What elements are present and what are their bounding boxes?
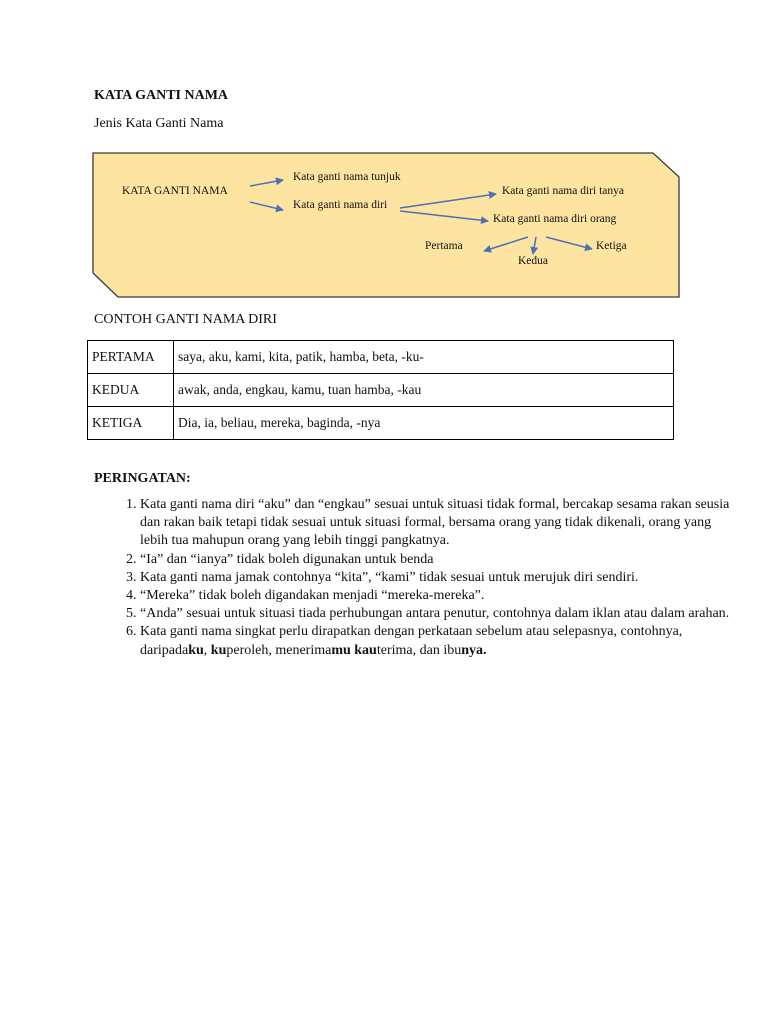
node-tunjuk: Kata ganti nama tunjuk <box>293 171 401 183</box>
note6-text: terima, dan ibu <box>376 642 462 658</box>
note6-text: , <box>203 642 211 658</box>
row-label: PERTAMA <box>88 341 174 374</box>
node-kedua: Kedua <box>518 255 549 267</box>
note6-text: Kata ganti nama singkat perlu dirapatkan dengan perkataan sebelum atau selepasnya, contohnya, daripada <box>140 624 683 658</box>
list-item: 3. Kata ganti nama jamak contohnya “kita”, “kami” tidak sesuai untuk merujuk diri sendiri. <box>140 569 730 587</box>
note6-bold: nya. <box>461 642 487 658</box>
row-value: awak, anda, engkau, kamu, tuan hamba, -kau <box>174 374 674 407</box>
row-label: KETIGA <box>88 407 174 440</box>
table-row <box>88 407 674 440</box>
table-row <box>88 341 674 374</box>
warning-list <box>94 496 730 660</box>
list-item <box>140 623 730 659</box>
row-value: saya, aku, kami, kita, patik, hamba, beta, -ku- <box>174 341 674 374</box>
note6-bold: mu kau <box>331 642 377 658</box>
node-root: KATA GANTI NAMA <box>122 185 228 197</box>
list-item: 4. “Mereka” tidak boleh digandakan menjadi “mereka-mereka”. <box>140 587 730 605</box>
node-orang: Kata ganti nama diri orang <box>493 213 617 225</box>
table-row <box>88 374 674 407</box>
node-pertama: Pertama <box>425 240 463 252</box>
note6-bold: ku <box>210 642 227 658</box>
section-title: CONTOH GANTI NAMA DIRI <box>94 312 277 327</box>
node-ketiga: Ketiga <box>596 240 627 252</box>
node-diri: Kata ganti nama diri <box>293 199 388 211</box>
list-item: 2. “Ia” dan “ianya” tidak boleh digunakan untuk benda <box>140 551 730 569</box>
pronoun-table <box>87 340 674 440</box>
note6-text: peroleh, menerima <box>226 642 332 658</box>
row-label: KEDUA <box>88 374 174 407</box>
list-item: 5. “Anda” sesuai untuk situasi tiada perhubungan antara penutur, contohnya dalam iklan atau dalam arahan. <box>140 605 730 623</box>
note6-bold: ku <box>188 642 204 658</box>
warning-title: PERINGATAN: <box>94 471 191 486</box>
pronoun-diagram <box>90 150 680 300</box>
node-tanya: Kata ganti nama diri tanya <box>502 185 624 197</box>
page-title: KATA GANTI NAMA <box>94 88 229 103</box>
row-value: Dia, ia, beliau, mereka, baginda, -nya <box>174 407 674 440</box>
list-item: 1. Kata ganti nama diri “aku” dan “engkau” sesuai untuk situasi tidak formal, bercakap sesama rakan seusia dan rakan baik tetapi tidak sesuai untuk situasi formal, bersama orang yang tidak dikenali, orang yang lebih tua mahupun orang yang lebih tinggi pangkatnya. <box>140 496 730 551</box>
page-subtitle: Jenis Kata Ganti Nama <box>94 116 224 131</box>
